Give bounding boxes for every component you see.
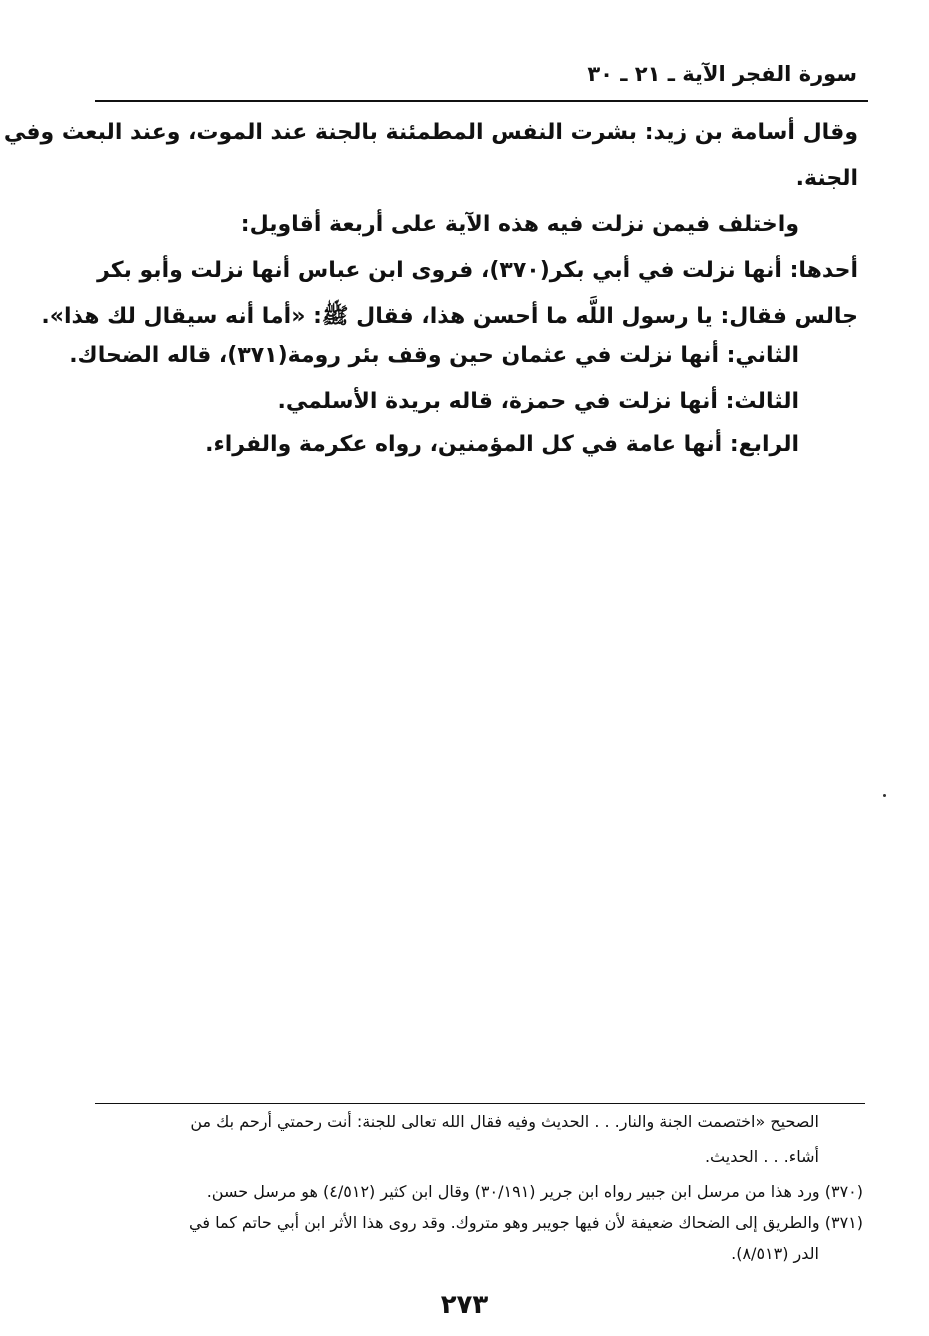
body-line: الثالث: أنها نزلت في حمزة، قاله بريدة الأسلمي. — [277, 389, 799, 414]
body-line: الثاني: أنها نزلت في عثمان حين وقف بئر رومة(٣٧١)، قاله الضحاك. — [69, 343, 799, 368]
body-line: أحدها: أنها نزلت في أبي بكر(٣٧٠)، فروى ابن عباس أنها نزلت وأبو بكر — [97, 258, 858, 283]
footnote-line: أشاء. . . الحديث. — [704, 1147, 819, 1166]
footnote-rule — [95, 1103, 865, 1104]
footnote-line: الصحيح «اختصمت الجنة والنار. . . الحديث وفيه فقال الله تعالى للجنة: أنت رحمتي أرحم بك من — [190, 1112, 819, 1131]
body-line: جالس فقال: يا رسول اللَّه ما أحسن هذا، فقال ﷺ: «أما أنه سيقال لك هذا». — [41, 304, 858, 329]
body-line: الرابع: أنها عامة في كل المؤمنين، رواه عكرمة والفراء. — [205, 432, 799, 457]
page-header-title: سورة الفجر الآية ـ ٢١ ـ ٣٠ — [587, 62, 857, 86]
body-line: واختلف فيمن نزلت فيه هذه الآية على أربعة أقاويل: — [240, 212, 799, 237]
scan-speck — [883, 794, 886, 797]
footnote-line: (٣٧٠) ورد هذا من مرسل ابن جبير رواه ابن جرير (٣٠/١٩١) وقال ابن كثير (٤/٥١٢) هو مرسل حسن. — [206, 1182, 863, 1201]
footnote-line: الدر (٨/٥١٣). — [731, 1244, 819, 1263]
body-line: الجنة. — [795, 166, 858, 191]
footnote-line: (٣٧١) والطريق إلى الضحاك ضعيفة لأن فيها جويبر وهو متروك. وقد روى هذا الأثر ابن أبي حاتم كما في — [189, 1213, 863, 1232]
body-line: وقال أسامة بن زيد: بشرت النفس المطمئنة بالجنة عند الموت، وعند البعث وفي — [3, 120, 858, 145]
page-number: ٢٧٣ — [440, 1290, 489, 1320]
header-rule — [95, 100, 868, 102]
